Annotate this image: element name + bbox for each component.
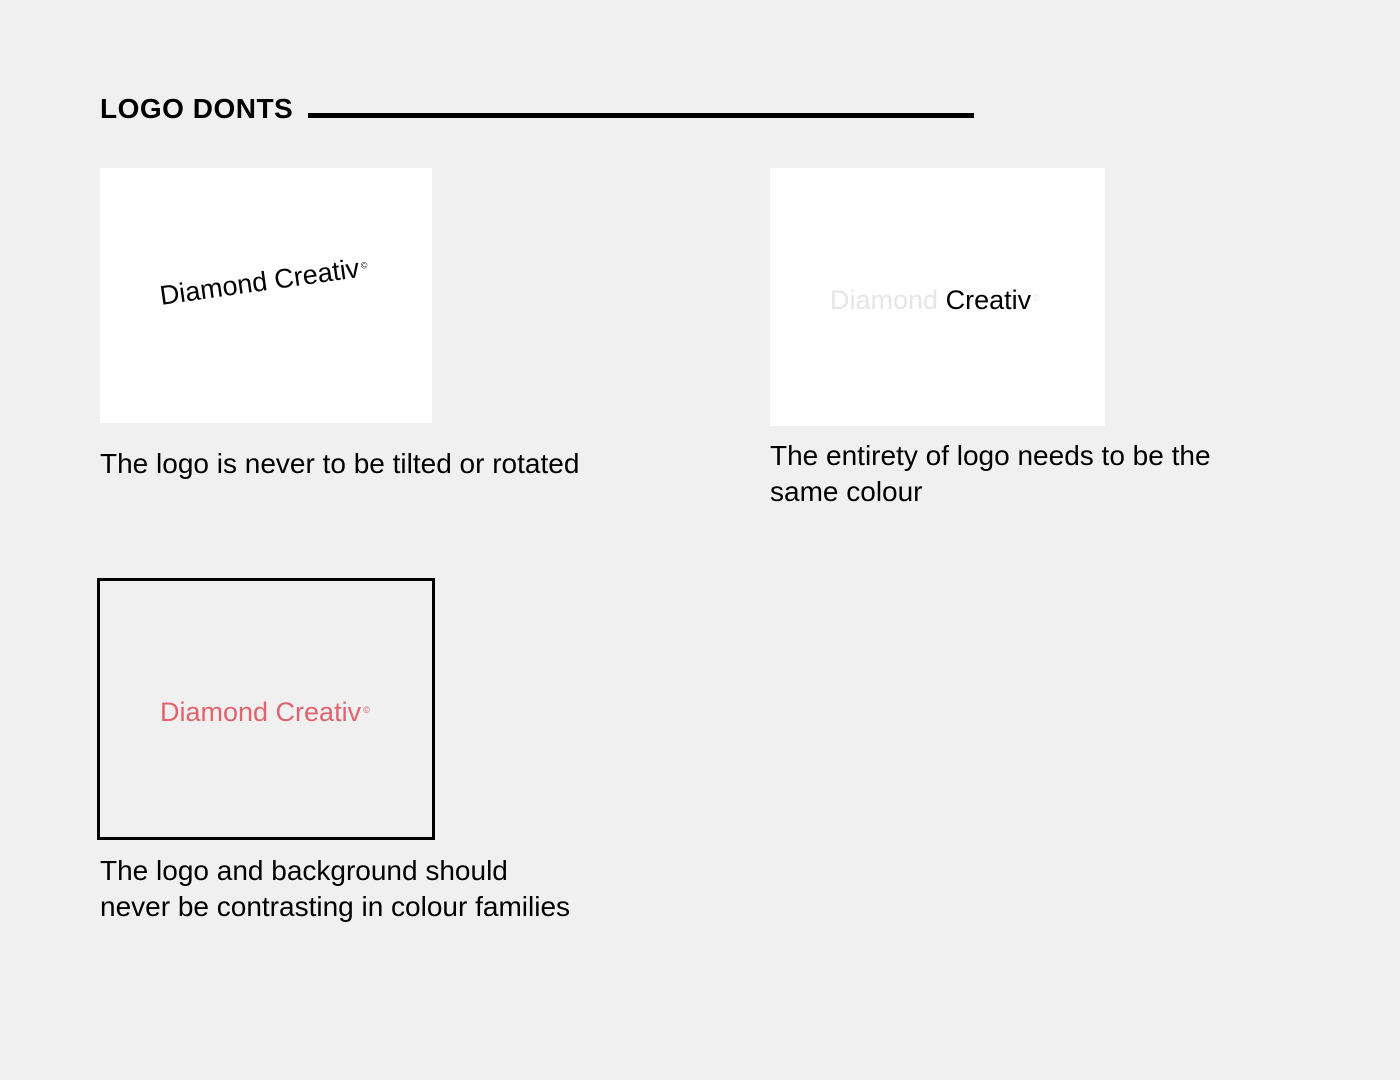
- caption-tilted: The logo is never to be tilted or rotated: [100, 448, 580, 479]
- caption-line: same colour: [770, 476, 923, 507]
- logo-contrasting: [160, 697, 370, 727]
- logo-part-dark: Creativ: [945, 285, 1032, 315]
- logo-split-color: [830, 285, 1040, 315]
- split-color-logo-card: [770, 168, 1105, 426]
- logo-text: Diamond Creativ: [157, 253, 362, 311]
- logo-tilted: [158, 252, 370, 311]
- copyright-mark: ©: [363, 705, 370, 715]
- caption-line: The entirety of logo needs to be the: [770, 440, 1211, 471]
- caption-split-color: [770, 438, 1270, 510]
- caption-contrast: [100, 853, 640, 925]
- contrast-logo-card: [97, 578, 435, 840]
- caption-line: The logo and background should: [100, 855, 508, 886]
- copyright-mark: ©: [360, 259, 369, 271]
- page-title: LOGO DONTS: [100, 93, 294, 124]
- copyright-mark: ©: [1033, 293, 1040, 303]
- caption-line: never be contrasting in colour families: [100, 891, 571, 922]
- logo-part-faded: Diamond: [830, 285, 939, 315]
- tilted-logo-card: [100, 168, 432, 423]
- heading-rule: [308, 113, 974, 118]
- logo-text: Diamond Creativ: [160, 697, 362, 727]
